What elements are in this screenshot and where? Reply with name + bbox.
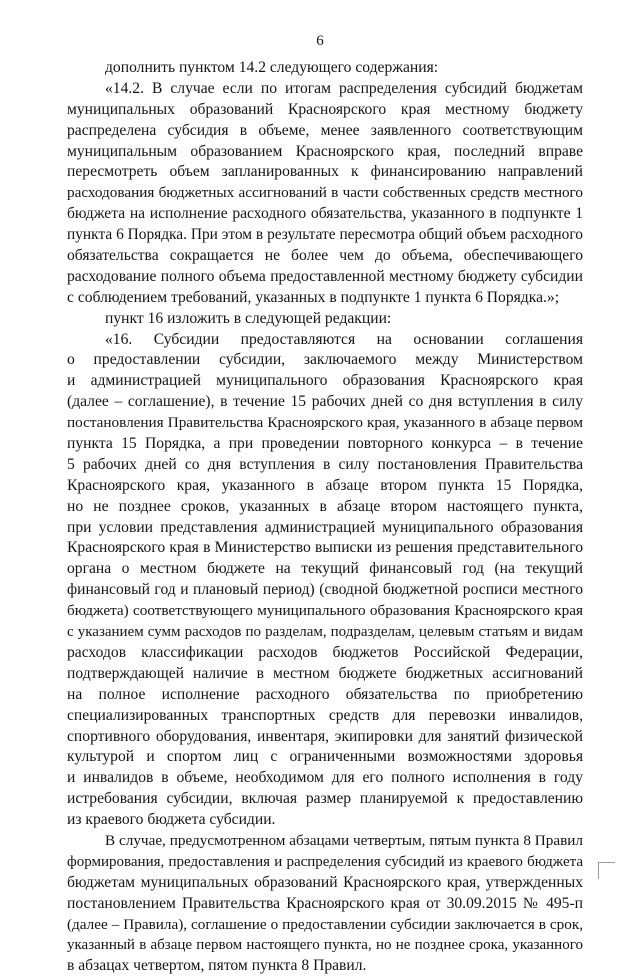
text-line: «14.2. В случае если по итогам распределения субсидий бюджетам	[105, 79, 583, 97]
text-line: (далее – соглашение), в течение 15 рабочих дней со дня вступления в силу	[67, 393, 583, 411]
text-line: Красноярского края в Министерство выписки из решения представительного	[67, 539, 583, 557]
text-line: В случае, предусмотренном абзацами четвертым, пятым пункта 8 Правил	[105, 831, 583, 849]
text-line: истребования субсидии, включая размер планируемой к предоставлению	[67, 790, 583, 808]
text-line: расходов классификации расходов бюджетов Российской Федерации,	[67, 643, 583, 661]
text-line: пункта 6 Порядка. При этом в результате пересмотра общий объем расходного	[67, 226, 583, 244]
text-line: и администрацией муниципального образования Красноярского края	[67, 372, 583, 390]
text-line: постановления Правительства Красноярского края, указанного в абзаце первом	[67, 414, 583, 432]
text-line: культурой и спортом лиц с ограниченными возможностями здоровья	[67, 748, 583, 766]
text-line: обязательства сокращается не более чем до объема, обеспечивающего	[67, 247, 583, 265]
text-line: муниципальных образований Красноярского края местному бюджету	[67, 100, 583, 118]
text-line: но не позднее сроков, указанных в абзаце втором настоящего пункта,	[67, 497, 583, 515]
text-line: с указанием сумм расходов по разделам, подразделам, целевым статьям и видам	[67, 624, 583, 641]
text-line: пункта 15 Порядка, а при проведении повторного конкурса – в течение	[67, 435, 583, 453]
text-line: пункт 16 изложить в следующей редакции:	[105, 309, 392, 327]
text-line: спортивного оборудования, инвентаря, экипировки для занятий физической	[67, 727, 583, 745]
text-line: пересмотреть объем запланированных к финансированию направлений	[67, 163, 583, 181]
text-line: формирования, предоставления и распределения субсидий из краевого бюджета	[67, 853, 583, 870]
text-line: о предоставлении субсидии, заключаемого между Министерством	[67, 351, 583, 369]
text-line: расходования бюджетных ассигнований в части собственных средств местного	[67, 184, 583, 202]
text-line: и инвалидов в объеме, необходимом для его полного исполнения в году	[67, 769, 583, 787]
text-line: бюджета) соответствующего муниципального образования Красноярского края	[67, 602, 583, 620]
text-line: дополнить пунктом 14.2 следующего содержания:	[105, 59, 439, 76]
text-line: (далее – Правила), соглашение о предоставлении субсидии заключается в срок,	[67, 915, 583, 933]
text-line: при условии представления администрацией муниципального образования	[67, 518, 583, 536]
corner-mark	[598, 862, 615, 879]
text-line: расходование полного объема предоставленной местному бюджету субсидии	[67, 267, 583, 285]
text-line: специализированных транспортных средств для перевозки инвалидов,	[67, 706, 583, 724]
text-line: муниципальным образованием Красноярского края, последний вправе	[67, 142, 583, 160]
text-line: на полное исполнение расходного обязательства по приобретению	[67, 685, 583, 703]
text-line: распределена субсидия в объеме, менее заявленного соответствующим	[67, 121, 583, 139]
text-line: Красноярского края, указанного в абзаце втором пункта 15 Порядка,	[67, 476, 583, 494]
page-number: 6	[316, 33, 324, 49]
text-line: указанный в абзаце первом настоящего пункта, но не позднее срока, указанного	[67, 937, 583, 954]
text-line: финансовый год и плановый период) (сводной бюджетной росписи местного	[67, 581, 583, 599]
text-line: 5 рабочих дней со дня вступления в силу постановления Правительства	[67, 455, 583, 473]
text-line: «16. Субсидии предоставляются на основании соглашения	[105, 330, 583, 348]
document-body	[67, 58, 583, 977]
text-line: в абзацах четвертом, пятом пункта 8 Правил.	[67, 957, 367, 975]
text-line: с соблюдением требований, указанных в подпункте 1 пункта 6 Порядка.»;	[67, 288, 560, 306]
text-line: постановлением Правительства Красноярского края от 30.09.2015 № 495-п	[67, 894, 583, 912]
text-line: из краевого бюджета субсидии.	[67, 811, 276, 829]
text-line: бюджета на исполнение расходного обязательства, указанного в подпункте 1	[67, 205, 583, 223]
text-line: органа о местном бюджете на текущий финансовый год (на текущий	[67, 560, 583, 578]
text-line: бюджетам муниципальных образований Красноярского края, утвержденных	[67, 873, 583, 891]
text-line: подтверждающей наличие в местном бюджете бюджетных ассигнований	[67, 664, 583, 682]
